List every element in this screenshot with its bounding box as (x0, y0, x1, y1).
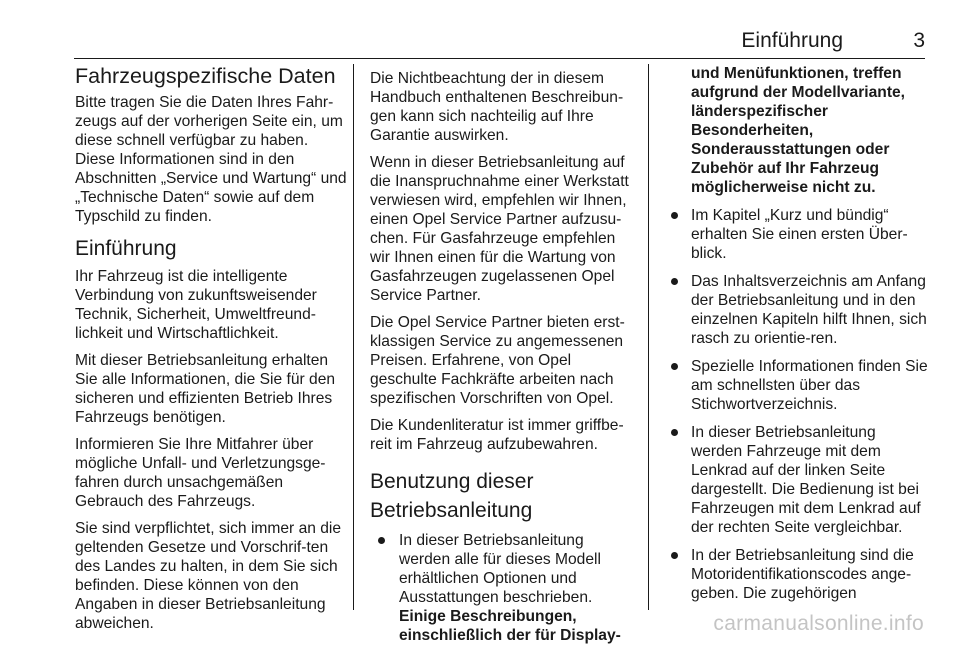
list-item-text: In dieser Betriebsanleitung werden Fahrzeuge mit dem Lenkrad auf der linken Seite dargestellt. Die Bedienung ist bei Fahrzeugen mit dem Lenkrad auf der rechten Seite vergleichbar. (691, 424, 921, 536)
section-heading: Einführung (75, 237, 177, 260)
list-item-text: In der Betriebsanleitung sind die Motoridentifikationscodes ange-geben. Die zugehörigen (691, 547, 914, 602)
list-item (666, 423, 928, 537)
column-divider (353, 64, 354, 610)
list-item-continuation: und Menüfunktionen, treffen aufgrund der Modellvariante, länderspezifischer Besonderheiten, Sonderausstattungen oder Zubehör auf Ihr Fahrzeug möglicherweise nicht zu. (691, 65, 906, 196)
list-item (666, 546, 928, 603)
column-divider (648, 64, 649, 610)
bullet-icon (671, 429, 678, 436)
watermark: carmanualsonline.info (713, 612, 924, 635)
list-item-bold-text: Einige Beschreibungen, einschließlich der für Display- (399, 608, 621, 644)
paragraph: Mit dieser Betriebsanleitung erhalten Sie alle Informationen, die Sie für den sicheren und effizienten Betrieb Ihres Fahrzeugs benötigen. (75, 352, 336, 426)
list-item (370, 531, 632, 645)
bullet-list (666, 206, 928, 603)
paragraph: Sie sind verpflichtet, sich immer an die geltenden Gesetze und Vorschrif-ten des Landes zu halten, in dem Sie sich befinden. Diese können von den Angaben in dieser Betriebsanleitung abweichen. (75, 520, 342, 632)
bullet-list (370, 531, 632, 645)
paragraph: Die Nichtbeachtung der in diesem Handbuch enthaltenen Beschreibun-gen kann sich nachteilig auf Ihre Garantie auswirken. (370, 70, 624, 144)
column-1 (75, 64, 352, 641)
paragraph: Die Kundenliteratur ist immer griffbe-reit im Fahrzeug aufzubewahren. (370, 417, 624, 453)
list-item-text: In dieser Betriebsanleitung werden alle für dieses Modell erhältlichen Optionen und Ausstattungen beschrieben. (399, 532, 601, 606)
paragraph: Bitte tragen Sie die Daten Ihres Fahr-zeugs auf der vorherigen Seite ein, um diese schnell verfügbar zu haben. Diese Informationen sind in den Abschnitten „Service und Wartung“ und „Technische Daten“ sowie auf dem Typschild zu finden. (75, 94, 347, 225)
list-item (666, 272, 928, 348)
page-number: 3 (913, 29, 925, 52)
paragraph: Wenn in dieser Betriebsanleitung auf die Inanspruchnahme einer Werkstatt verwiesen wird, empfehlen wir Ihnen, einen Opel Service Partner aufzusu-chen. Für Gasfahrzeuge empfehlen wir Ihnen einen für die Wartung von Gasfahrzeugen zugelassenen Opel Service Partner. (370, 154, 629, 304)
header-title: Einführung (741, 29, 843, 52)
column-3 (666, 64, 928, 612)
bullet-icon (671, 363, 678, 370)
bullet-icon (671, 278, 678, 285)
bullet-icon (378, 537, 385, 544)
section-heading: Benutzung dieser Betriebsanleitung (370, 470, 534, 522)
bullet-icon (671, 552, 678, 559)
list-item-text: Spezielle Informationen finden Sie am schnellsten über das Stichwortverzeichnis. (691, 358, 928, 413)
column-2 (370, 64, 632, 654)
paragraph: Ihr Fahrzeug ist die intelligente Verbindung von zukunftsweisender Technik, Sicherheit, Umweltfreund-lichkeit und Wirtschaftlichkeit. (75, 268, 317, 342)
section-heading: Fahrzeugspezifische Daten (75, 64, 336, 88)
list-item (666, 357, 928, 414)
list-item-text: Im Kapitel „Kurz und bündig“ erhalten Sie einen ersten Über-blick. (691, 207, 908, 262)
page-header (74, 28, 925, 59)
bullet-icon (671, 212, 678, 219)
paragraph: Die Opel Service Partner bieten erst-klassigen Service zu angemessenen Preisen. Erfahrene, von Opel geschulte Fachkräfte arbeiten nach spezifischen Vorschriften von Opel. (370, 314, 625, 407)
list-item-text: Das Inhaltsverzeichnis am Anfang der Betriebsanleitung und in den einzelnen Kapiteln hilft Ihnen, sich rasch zu orientie-ren. (691, 273, 927, 347)
list-item (666, 206, 928, 263)
paragraph: Informieren Sie Ihre Mitfahrer über mögliche Unfall- und Verletzungsge-fahren durch unsachgemäßen Gebrauch des Fahrzeugs. (75, 436, 326, 510)
